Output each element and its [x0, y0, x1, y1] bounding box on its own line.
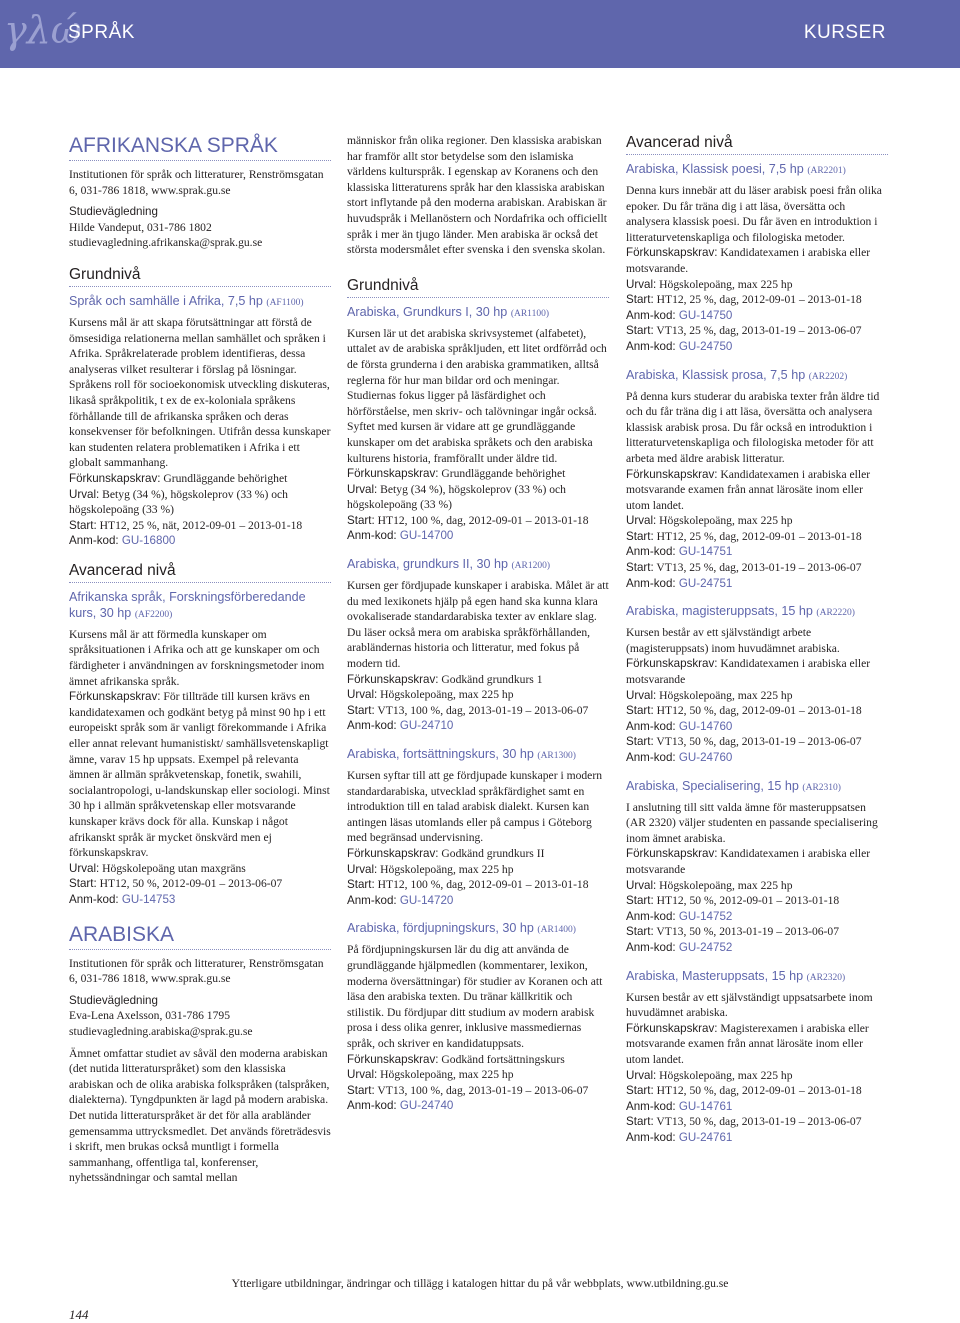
selection: Urval: Högskolepoäng, max 225 hp [347, 862, 514, 876]
application-code: Anm-kod: GU-14720 [347, 893, 454, 907]
start: Start: HT12, 25 %, nät, 2012-09-01 – 2013-01-18 [69, 518, 303, 532]
selection: Urval: Betyg (34 %), högskoleprov (33 %) och högskolepoäng (33 %) [69, 487, 288, 517]
column-3 [626, 133, 888, 1145]
course-description: På denna kurs studerar du arabiska texter från äldre tid och du får träna dig i att läsa, översätta och analysera klassisk arabisk prosa. Du får också en introduktion i litteraturvetenskapliga och filologiska metoder för att arbeta med äldre arabisk litteratur. [626, 389, 880, 465]
subject-title-arabiska: ARABISKA [69, 922, 331, 950]
application-code: Anm-kod: GU-14752 [626, 909, 733, 923]
application-code: Anm-kod: GU-14751 [626, 545, 733, 559]
course-title: Arabiska, Klassisk prosa, 7,5 hp (AR2202) [626, 367, 848, 382]
prerequisites: Förkunskapskrav: För tillträde till kursen krävs en kandidatexamen och godkänt betyg på minst 90 hp i ett europeiskt språk som är vanligt förekommande i Afrika eller annat relevant humanistiskt/ samhällsvetenskapligt ämne, varav 15 hp uppsats. Exempel på relevanta ämnen är allmän språkvetenskap, fonetik, swahili, socialantropologi, u-landskunskap eller sociologi. Minst 30 hp i allmän språkvetenskap eller motsvarande kunskaper krävs dock för alla. Kunskap i något afrikanskt språk är mycket önskvärd men ej förkunskapskrav. [69, 690, 330, 860]
application-code: Anm-kod: GU-24760 [626, 751, 733, 764]
selection: Urval: Högskolepoäng, max 225 hp [626, 878, 793, 892]
selection: Urval: Högskolepoäng, max 225 hp [347, 1068, 514, 1082]
level-heading-grund: Grundnivå [347, 276, 609, 298]
header-banner [0, 0, 960, 68]
studievagledning-contact: Hilde Vandeput, 031-786 1802 studievagledning.afrikanska@sprak.gu.se [69, 220, 263, 250]
column-2 [347, 133, 609, 1114]
course-title: Arabiska, fördjupningskurs, 30 hp (AR1400) [347, 921, 576, 936]
start: Start: VT13, 100 %, dag, 2013-01-19 – 2013-06-07 [347, 1083, 589, 1097]
subject-description: Ämnet omfattar studiet av såväl den moderna arabiskan (det nutida litteraturspråket) som den klassiska arabiskan och de olika arabiska folkspråken (talspråken, dialekterna). Tyngdpunkten är lagd på modern arabiska. Det nutida litteraturspråket är det för alla arabländer gemensamma uttrycksmedlet. Det används företrädesvis i skrift, men brukas också muntligt i formella sammanhang, offentliga tal, konferenser, nyhetssändningar och samtal mellan [69, 1046, 331, 1185]
prerequisites: Förkunskapskrav: Kandidatexamen i arabiska eller motsvarande [626, 847, 871, 876]
selection: Urval: Högskolepoäng, max 225 hp [626, 514, 793, 528]
application-code: Anm-kod: GU-16800 [69, 534, 176, 548]
prerequisites: Förkunskapskrav: Grundläggande behörighet [69, 471, 288, 485]
application-code: Anm-kod: GU-24761 [626, 1130, 733, 1144]
course-title: Afrikanska språk, Forskningsförberedande kurs, 30 hp (AF2200) [69, 589, 306, 620]
start: Start: HT12, 50 %, dag, 2012-09-01 – 2013-01-18 [626, 1084, 862, 1098]
course-description: Kursen ger fördjupade kunskaper i arabiska. Målet är att du med lexikonets hjälp på egen hand ska kunna klara ovokaliserade standardarabiska texter av enklare slag. Du läser också mera om arabiska språkförhållanden, arabländernas historia och litteratur, med fokus på modern tid. [347, 579, 609, 671]
selection: Urval: Högskolepoäng, max 225 hp [347, 688, 514, 702]
start: Start: HT12, 50 %, 2012-09-01 – 2013-06-07 [69, 877, 283, 891]
prerequisites: Förkunskapskrav: Godkänd fortsättningskurs [347, 1052, 565, 1066]
start: Start: VT13, 25 %, dag, 2013-01-19 – 2013-06-07 [626, 324, 862, 338]
start: Start: HT12, 100 %, dag, 2012-09-01 – 2013-01-18 [347, 513, 589, 527]
prerequisites: Förkunskapskrav: Godkänd grundkurs 1 [347, 672, 543, 686]
course-title: Arabiska, Masteruppsats, 15 hp (AR2320) [626, 968, 846, 983]
start: Start: HT12, 100 %, dag, 2012-09-01 – 2013-01-18 [347, 878, 589, 892]
subject-description-cont: människor från olika regioner. Den klassiska arabiskan har framför allt stor betydelse som den islamiska världens kulturspråk. I egenskap av Koranens och den klassiska litteraturens språk har den klassiska arabiskan stort inflytande på den moderna arabiskan. Arabiskan är huvudspråk i Mellanöstern och Nordafrika och officiellt språk i mer än tjugo länder. Men arabiska är också det största modersmålet efter svenska i den svenska skolan. [347, 134, 607, 257]
prerequisites: Förkunskapskrav: Kandidatexamen i arabiska eller motsvarande examen från annat lärosäte inom eller utom landet. [626, 467, 871, 512]
start: Start: VT13, 100 %, dag, 2013-01-19 – 2013-06-07 [347, 703, 589, 717]
course-title: Arabiska, Grundkurs I, 30 hp (AR1100) [347, 304, 549, 319]
course-title: Språk och samhälle i Afrika, 7,5 hp (AF1100) [69, 293, 304, 308]
footer-note: Ytterligare utbildningar, ändringar och tillägg i katalogen hittar du på vår webbplats, www.utbildning.gu.se [231, 1277, 729, 1290]
course-title: Arabiska, Klassisk poesi, 7,5 hp (AR2201) [626, 162, 846, 176]
start: Start: HT12, 50 %, 2012-09-01 – 2013-01-18 [626, 894, 840, 908]
application-code: Anm-kod: GU-14753 [69, 892, 176, 906]
greek-logo: γλώ [4, 8, 82, 52]
institution-text: Institutionen för språk och litteraturer, Renströmsgatan 6, 031-786 1818, www.sprak.gu.se [69, 956, 324, 986]
course-description: Kursens mål är att förmedla kunskaper om språksituationen i Afrika och att ge kunskaper om och färdigheter i användningen av forskningsmetoder inom ämnet afrikanska språk. [69, 627, 325, 688]
selection: Urval: Högskolepoäng, max 225 hp [626, 1068, 793, 1082]
application-code: Anm-kod: GU-24752 [626, 940, 733, 954]
course-title: Arabiska, fortsättningskurs, 30 hp (AR1300) [347, 747, 576, 761]
subject-title-afrikanska: AFRIKANSKA SPRÅK [69, 133, 331, 161]
studievagledning-contact: Eva-Lena Axelsson, 031-786 1795 studievagledning.arabiska@sprak.gu.se [69, 1009, 253, 1038]
prerequisites: Förkunskapskrav: Kandidatexamen i arabiska eller motsvarande. [626, 246, 871, 275]
level-heading-avancerad: Avancerad nivå [626, 133, 888, 155]
application-code: Anm-kod: GU-24710 [347, 719, 454, 733]
prerequisites: Förkunskapskrav: Grundläggande behörighet [347, 467, 566, 481]
course-description: Kursen lär ut det arabiska skrivsystemet (alfabetet), uttalet av de arabiska språkljuden, ett litet ordförråd och de första grunderna i den arabiska grammatiken, alltså reglerna för hur man bildar ord och meningar. Studiernas fokus ligger på läsfärdighet och hörförståelse, men skriv- och talövningar ingår också. Syftet med kursen är vidare att ge grundläggande kunskaper om det arabiska språkets och den arabiska kulturens historia, framförallt under äldre tid. [347, 326, 607, 465]
studievagledning-label: Studievägledning [69, 993, 158, 1007]
prerequisites: Förkunskapskrav: Magisterexamen i arabiska eller motsvarande examen från annat lärosäte inom eller utom landet. [626, 1021, 869, 1066]
application-code: Anm-kod: GU-14760 [626, 719, 733, 733]
start: Start: VT13, 50 %, dag, 2013-01-19 – 2013-06-07 [626, 735, 862, 749]
application-code: Anm-kod: GU-24751 [626, 576, 733, 590]
application-code: Anm-kod: GU-14761 [626, 1099, 733, 1113]
course-description: Denna kurs innebär att du läser arabisk poesi från olika epoker. Du får träna dig i att läsa, översätta och analysera klassisk poesi. Du får även en introduktion i litteraturvetenskapliga och filologiska metoder. [626, 184, 882, 244]
level-heading-grund: Grundnivå [69, 265, 331, 287]
course-description: I anslutning till sitt valda ämne för masteruppsatsen (AR 2320) väljer studenten en passande specialisering inom ämnet arabiska. [626, 800, 878, 845]
course-title: Arabiska, Specialisering, 15 hp (AR2310) [626, 778, 841, 793]
start: Start: HT12, 25 %, dag, 2012-09-01 – 2013-01-18 [626, 293, 862, 307]
selection: Urval: Högskolepoäng, max 225 hp [626, 688, 793, 702]
start: Start: HT12, 25 %, dag, 2012-09-01 – 2013-01-18 [626, 529, 862, 543]
page-number: 144 [69, 1307, 89, 1322]
application-code: Anm-kod: GU-24740 [347, 1099, 454, 1113]
course-description: Kursen består av ett självständigt uppsatsarbete inom huvudämnet arabiska. [626, 990, 873, 1020]
application-code: Anm-kod: GU-24750 [626, 339, 733, 353]
prerequisites: Förkunskapskrav: Godkänd grundkurs II [347, 846, 545, 860]
column-1 [69, 133, 331, 1186]
selection: Urval: Betyg (34 %), högskoleprov (33 %) och högskolepoäng (33 %) [347, 482, 566, 512]
start: Start: VT13, 50 %, dag, 2013-01-19 – 2013-06-07 [626, 1115, 862, 1129]
course-description: På fördjupningskursen lär du dig att använda de grundläggande hjälpmedlen (kommentarer, lexikon, moderna översättningar) för studier av Koranen och att läsa den arabiska texten. Du tränar källkritik och stilistik. Du fördjupar ditt studium av modern arabisk prosa i dess olika genrer, inklusive massmediernas språk, och skriver en kandidatuppsats. [347, 943, 603, 1050]
selection: Urval: Högskolepoäng, max 225 hp [626, 277, 793, 291]
studievagledning-label: Studievägledning [69, 205, 158, 219]
category-label: KURSER [803, 22, 886, 43]
application-code: Anm-kod: GU-14700 [347, 529, 454, 543]
start: Start: VT13, 50 %, 2013-01-19 – 2013-06-07 [626, 925, 839, 939]
course-title: Arabiska, grundkurs II, 30 hp (AR1200) [347, 557, 551, 572]
application-code: Anm-kod: GU-14750 [626, 308, 733, 322]
course-description: Kursen syftar till att ge fördjupade kunskaper i modern standardarabiska, utvecklad språkfärdighet samt en introduktion till en talad arabisk dialekt. Kursen kan antingen läsas utomlands eller på campus i Göteborg med begränsad undervisning. [347, 769, 602, 845]
prerequisites: Förkunskapskrav: Kandidatexamen i arabiska eller motsvarande [626, 657, 871, 687]
course-title: Arabiska, magisteruppsats, 15 hp (AR2220) [626, 604, 855, 619]
start: Start: VT13, 25 %, dag, 2013-01-19 – 2013-06-07 [626, 561, 862, 575]
section-label: SPRÅK [68, 22, 135, 43]
level-heading-avancerad: Avancerad nivå [69, 561, 331, 583]
start: Start: HT12, 50 %, dag, 2012-09-01 – 2013-01-18 [626, 704, 862, 718]
institution-text: Institutionen för språk och litteraturer, Renströmsgatan 6, 031-786 1818, www.sprak.gu.se [69, 168, 324, 197]
selection: Urval: Högskolepoäng utan maxgräns [69, 861, 246, 875]
course-description: Kursens mål är att skapa förutsättningar att förstå de ömsesidiga relationerna mellan samhället och språken i Afrika. Språkrelaterade problem identifieras, dessa analyseras vilket resulterar i förslag på lösningar. Språkens roll för socioekonomisk utveckling diskuteras, likaså språkpolitik, t ex de ex-koloniala språkens förhållande till de afrikanska språken och deras konsekvenser för befolkningen. Utifrån dessa kunskaper kan studenten relatera problematiken i Afrika i ett globalt sammanhang. [69, 315, 331, 470]
course-description: Kursen består av ett självständigt arbete (magisteruppsats) inom huvudämnet arabiska. [626, 626, 840, 655]
